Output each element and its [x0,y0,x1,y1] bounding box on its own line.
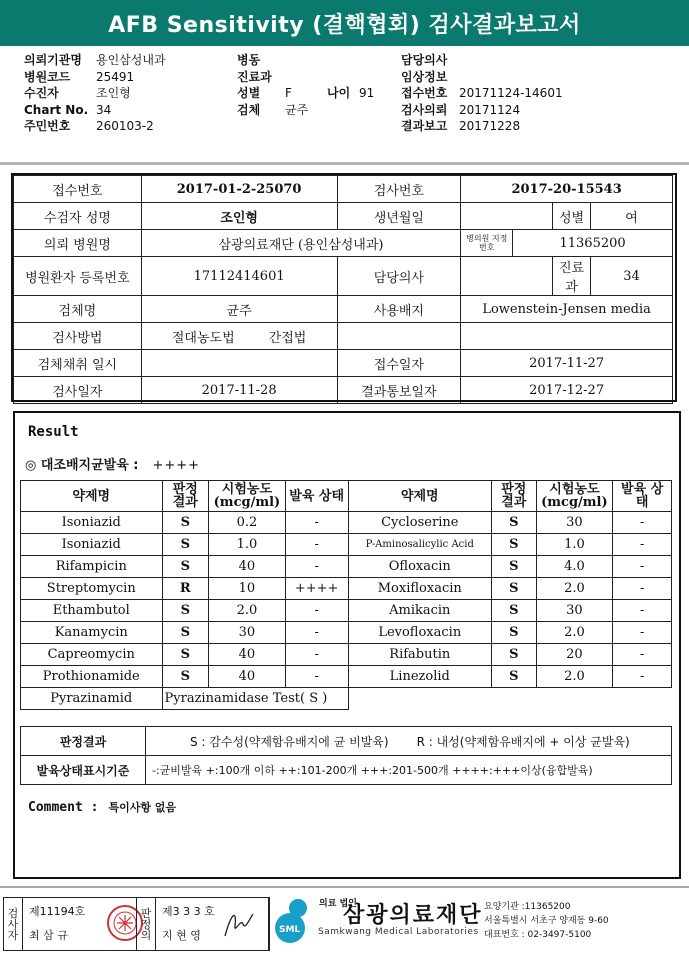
drug-row [21,622,672,644]
drug-growth-cell: - [613,578,672,600]
header-value: 25491 [96,69,135,84]
drug-growth-cell: - [285,512,348,534]
drug-conc-cell: 40 [209,666,286,688]
header-label: 결과보고 [401,119,448,134]
drug-judge-cell: S [162,512,209,534]
header-label: 검체 [237,102,261,117]
drug-conc-cell: 1.0 [209,534,286,556]
receipt-number: 2017-01-2-25070 [141,176,337,203]
control-growth [25,454,200,473]
drug-judge-cell: S [162,622,209,644]
drug-drug-cell: Cycloserine [348,512,492,534]
col-header-judge: 판정 결과 [492,481,536,512]
header-label: 성별 [237,86,261,101]
drug-growth-cell: - [285,622,348,644]
doctor-name [461,257,553,296]
drug-growth-cell: - [285,666,348,688]
drug-drug-cell: Ethambutol [21,600,163,622]
drug-drug-cell: Prothionamide [21,666,163,688]
drug-judge-cell: S [492,644,536,666]
received-date: 2017-11-27 [461,350,673,377]
pyrazinamide-row [21,688,672,710]
drug-judge-cell: S [162,556,209,578]
patient-name: 조인형 [141,203,337,230]
drug-drug-cell: P-Aminosalicylic Acid [348,534,492,556]
drug-drug-cell: Linezolid [348,666,492,688]
drug-conc-cell: 2.0 [536,622,613,644]
header-value: 용인삼성내과 [96,53,166,67]
drug-growth-cell: - [613,534,672,556]
header-value: 20171228 [459,119,521,134]
drug-growth-cell: - [613,556,672,578]
drug-drug-cell: Kanamycin [21,622,163,644]
drug-judge-cell: S [162,644,209,666]
license-number: 제3 3 3 호 [162,905,215,918]
drug-judge-cell: S [162,600,209,622]
header-col-1 [24,52,166,135]
info-label: 검체명 [14,296,142,323]
drug-drug-cell: Streptomycin [21,578,163,600]
col-header-drug: 약제명 [21,481,163,512]
drug-growth-cell: - [285,556,348,578]
drug-drug-cell: Ofloxacin [348,556,492,578]
header-value: 34 [96,102,112,117]
header-value: 20171124-14601 [459,86,563,101]
drug-conc-cell: 30 [536,600,613,622]
blank-cell [337,323,461,350]
drug-drug-cell: Amikacin [348,600,492,622]
legend-r: R : 내성(약제함유배지에 + 이상 균발육) [416,734,630,749]
col-header-conc: 시험농도 (mcg/ml) [536,481,613,512]
footer-divider [0,886,689,888]
pza-label: Pyrazinamid [21,688,163,710]
test-method [141,323,337,350]
info-label: 결과통보일자 [337,377,461,404]
col-header-judge: 판정 결과 [162,481,209,512]
info-label: 담당의사 [337,257,461,296]
signature-1 [23,898,91,950]
drug-drug-cell: Isoniazid [21,534,163,556]
legend-growth-text: -:균비발육 +:100개 이하 ++:101-200개 +++:201-500개 ++++:+++이상(융합발육) [146,756,672,785]
info-label: 의뢰 병원명 [14,230,142,257]
hospital-name: 삼광의료재단 (용인삼성내과) [141,230,461,257]
info-label: 성별 [553,203,591,230]
pza-value: Pyrazinamidase Test( S ) [162,688,348,710]
drug-conc-cell: 10 [209,578,286,600]
header-value: 20171124 [459,102,521,117]
header-label: 진료과 [237,69,272,84]
info-label: 생년월일 [337,203,461,230]
legend-table [20,726,672,785]
drug-judge-cell: S [492,666,536,688]
patient-registration: 17112414601 [141,257,337,296]
designated-number: 11365200 [513,230,673,257]
drug-row [21,534,672,556]
header-label: 수진자 [24,86,59,101]
drug-drug-cell: Rifampicin [21,556,163,578]
drug-judge-cell: S [492,556,536,578]
age-label: 나이 [327,86,351,101]
header-label: 주민번호 [24,119,71,134]
exam-number: 2017-20-15543 [461,176,673,203]
role-label: 판정의 [136,898,156,950]
signer-name: 지 현 영 [162,929,201,942]
drug-judge-cell: S [492,600,536,622]
drug-row [21,600,672,622]
control-growth-value: ++++ [152,458,201,473]
header-label: 접수번호 [401,86,448,101]
legend-judge-label: 판정결과 [21,727,146,756]
brand-small: 의료 법인 [319,899,357,909]
drug-row [21,556,672,578]
drug-growth-cell: - [613,666,672,688]
blank-cell [461,323,673,350]
header-value: 조인형 [96,86,131,101]
header-divider [0,162,689,165]
role-label: 검사자 [4,898,23,950]
header-col-2 [237,52,374,118]
samkwang-logo-icon [270,896,316,946]
info-label: 진료과 [553,257,591,296]
header-value: 균주 [285,102,309,117]
info-label: 검체채취 일시 [14,350,142,377]
info-label: 접수일자 [337,350,461,377]
drug-judge-cell: R [162,578,209,600]
drug-drug-cell: Capreomycin [21,644,163,666]
header-label: Chart No. [24,102,89,117]
header-value: 260103-2 [96,119,154,134]
age-value: 91 [359,86,375,101]
result-title: Result [28,424,79,440]
info-label: 검사번호 [337,176,461,203]
license-number: 제11194호 [29,905,86,918]
drug-growth-cell: - [613,644,672,666]
info-label: 접수번호 [14,176,142,203]
drug-conc-cell: 2.0 [536,578,613,600]
header-label: 의뢰기관명 [24,53,82,67]
birth-date [461,203,553,230]
header-col-3 [401,52,563,135]
drug-conc-cell: 30 [209,622,286,644]
drug-drug-cell: Levofloxacin [348,622,492,644]
control-growth-label: ◎ 대조배지균발육 : [25,458,139,473]
header-value: F [285,86,292,101]
drug-row [21,644,672,666]
drug-judge-cell: S [492,622,536,644]
drug-judge-cell: S [162,534,209,556]
drug-drug-cell: Isoniazid [21,512,163,534]
legend-growth-label: 발육상태표시기준 [21,756,146,785]
drug-growth-cell: - [285,600,348,622]
drug-row [21,666,672,688]
drug-conc-cell: 30 [536,512,613,534]
drug-judge-cell: S [492,578,536,600]
drug-conc-cell: 4.0 [536,556,613,578]
drug-growth-cell: - [613,600,672,622]
drug-growth-cell: - [285,644,348,666]
drug-conc-cell: 20 [536,644,613,666]
info-label: 사용배지 [337,296,461,323]
drug-growth-cell: - [613,512,672,534]
drug-conc-cell: 2.0 [536,666,613,688]
signature-2 [156,898,221,950]
info-label: 병원환자 등록번호 [14,257,142,296]
notified-date: 2017-12-27 [461,377,673,404]
comment-label: Comment : [28,800,99,815]
header-label: 검사의뢰 [401,102,448,117]
info-label: 수검자 성명 [14,203,142,230]
drug-growth-cell: - [613,622,672,644]
drug-growth-cell: - [285,534,348,556]
lab-address [484,900,609,942]
header-label: 임상정보 [401,69,448,84]
legend-judge-text [146,727,672,756]
dept-value: 34 [591,257,673,296]
handwritten-signature-icon [221,904,257,944]
drug-row [21,578,672,600]
drug-drug-cell: Rifabutin [348,644,492,666]
drug-growth-cell: ++++ [285,578,348,600]
brand-english: Samkwang Medical Laboratories [318,927,479,937]
collect-datetime [141,350,337,377]
drug-drug-cell: Moxifloxacin [348,578,492,600]
patient-info-table [13,175,673,404]
col-header-growth: 발육 상태 [613,481,672,512]
lab-location: 서울특별시 서초구 양재동 9-60 [484,916,609,926]
method-indirect: 간접법 [268,330,307,346]
drug-judge-cell: S [162,666,209,688]
drug-row [21,512,672,534]
drug-conc-cell: 2.0 [209,600,286,622]
signer-name: 최 삼 규 [29,929,68,942]
lab-phone: 대표번호 : 02-3497-5100 [484,930,592,940]
lab-code: 요양기관 :11365200 [484,902,571,912]
medium-name: Lowenstein-Jensen media [461,296,673,323]
header-label: 담당의사 [401,53,448,67]
drug-conc-cell: 1.0 [536,534,613,556]
tested-date: 2017-11-28 [141,377,337,404]
drug-conc-cell: 40 [209,556,286,578]
drug-judge-cell: S [492,534,536,556]
legend-s: S : 감수성(약제함유배지에 균 비발육) [190,734,389,749]
info-label: 병의원 지정번호 [461,230,513,257]
header-label: 병동 [237,53,261,67]
sex-value: 여 [591,203,673,230]
header-label: 병원코드 [24,69,71,84]
comment [28,799,176,815]
method-absolute: 절대농도법 [171,330,235,346]
blank-cell [348,688,672,710]
col-header-conc: 시험농도 (mcg/ml) [209,481,286,512]
drug-conc-cell: 40 [209,644,286,666]
report-title: AFB Sensitivity (결핵협회) 검사결과보고서 [0,0,689,46]
signature-box-2 [136,897,269,951]
logo-text: SML [279,925,301,935]
col-header-drug: 약제명 [348,481,492,512]
col-header-growth: 발육 상태 [285,481,348,512]
specimen-name: 균주 [141,296,337,323]
brand-name: 삼광의료재단 [343,903,483,928]
comment-value: 특이사항 없음 [108,801,177,814]
drug-sensitivity-table [20,480,672,710]
drug-conc-cell: 0.2 [209,512,286,534]
info-label: 검사방법 [14,323,142,350]
drug-judge-cell: S [492,512,536,534]
info-label: 검사일자 [14,377,142,404]
